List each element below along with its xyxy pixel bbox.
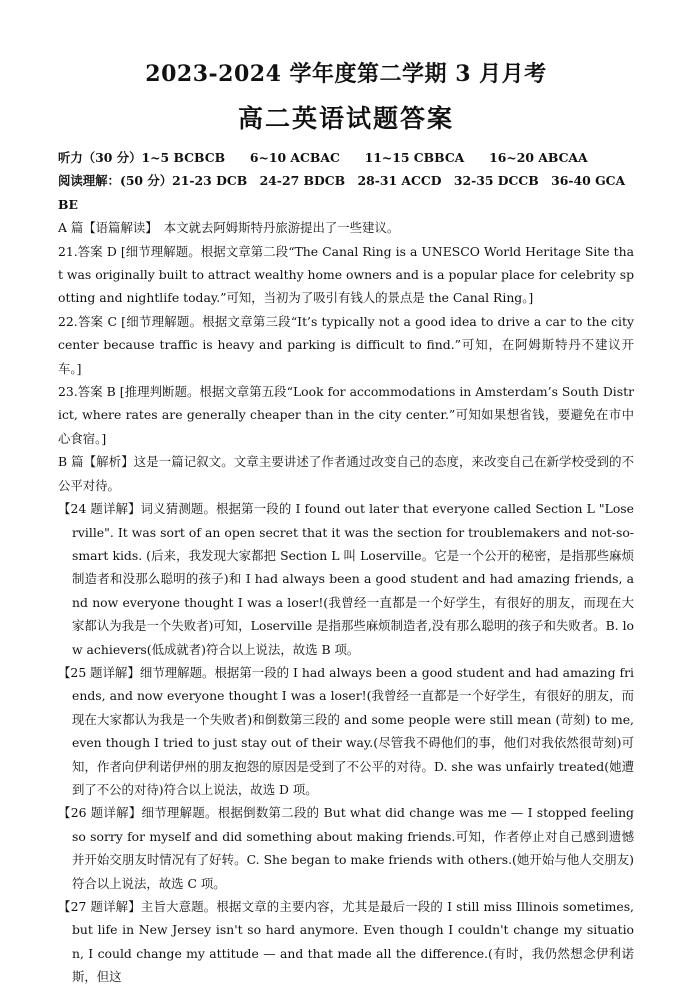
exam-subtitle: 高二英语试题答案 — [237, 104, 454, 133]
passage-b-header: B 篇【解析】这是一篇记叙文。文章主要讲述了作者通过改变自己的态度，来改变自己在新学校受到的不公平对待。 — [58, 454, 634, 493]
listening-answers: 听力（30 分）1~5 BCBCB 6~10 ACBAC 11~15 CBBCA 16~20 ABCAA — [58, 150, 588, 165]
answer-25: 【25 题详解】细节理解题。根据第一段的 I had always been a good student and had amazing friends, and now everyone thought I was a loser!(我曾经一直都是一个好学生，有很好的朋友，而现在大家都认为我是一个失败者)和倒数第三段的 and some people were still mean (苛刻) to me, even though I tried to just stay out of their way.(尽管我不碍他们的事，他们对我依然很苛刻)可知，作者向伊利诺伊州的朋友抱怨的原因是受到了不公平的对待。D. she was unfairly treated(她遭到了不公的对待)符合以上说法，故选 D 项。 — [58, 664, 634, 797]
exam-title: 2023-2024 学年度第二学期 3 月月考 — [145, 61, 547, 87]
answer-24: 【24 题详解】词义猜测题。根据第一段的 I found out later that everyone called Section L "Loserville". It was sort of an open secret that it was the section for troublemakers and not-so-smart kids. (后来，我发现大家都把 Section L 叫 Loserville。它是一个公开的秘密，是指那些麻烦制造者和没那么聪明的孩子)和 I had always been a good student and had amazing friends, and now everyone thought I was a loser!(我曾经一直都是一个好学生，有很好的朋友，而现在大家都认为我是一个失败者)可知，Loserville 是指那些麻烦制造者,没有那么聪明的孩子和失败者。B. low achievers(低成就者)符合以上说法，故选 B 项。 — [58, 501, 634, 657]
reading-answers: 阅读理解：(50 分）21-23 DCB 24-27 BDCB 28-31 ACCD 32-35 DCCB 36-40 GCABE — [58, 173, 626, 212]
passage-a-header: A 篇【语篇解读】 本文就去阿姆斯特丹旅游提出了一些建议。 — [58, 220, 400, 236]
answer-22: 22.答案 C [细节理解题。根据文章第三段“It’s typically not a good idea to drive a car to the city center because traffic is heavy and parking is difficult to find.”可知，在阿姆斯特丹不建议开车。] — [58, 313, 634, 376]
answer-26: 【26 题详解】细节理解题。根据倒数第二段的 But what did change was me — I stopped feeling so sorry for myself and did something about making friends.可知，作者停止对自己感到遗憾并开始交朋友时情况有了好转。C. She began to make friends with others.(她开始与他人交朋友)符合以上说法，故选 C 项。 — [58, 805, 634, 891]
answer-23: 23.答案 B [推理判断题。根据文章第五段“Look for accommodations in Amsterdam’s South District, where rates are generally cheaper than in the city center.”可知如果想省钱，要避免在市中心食宿。] — [58, 384, 634, 446]
answer-27: 【27 题详解】主旨大意题。根据文章的主要内容，尤其是最后一段的 I still miss Illinois sometimes, but life in New Jersey isn't so hard anymore. Even though I couldn't change my situation, I could change my attitude — and that made all the difference.(有时，我仍然想念伊利诺斯，但这 — [58, 899, 634, 985]
answer-21: 21.答案 D [细节理解题。根据文章第二段“The Canal Ring is a UNESCO World Heritage Site that was originally built to attract wealthy home owners and is a popular place for celebrity spotting and nightlife today.”可知，当初为了吸引有钱人的景点是 the Canal Ring。] — [58, 243, 634, 306]
